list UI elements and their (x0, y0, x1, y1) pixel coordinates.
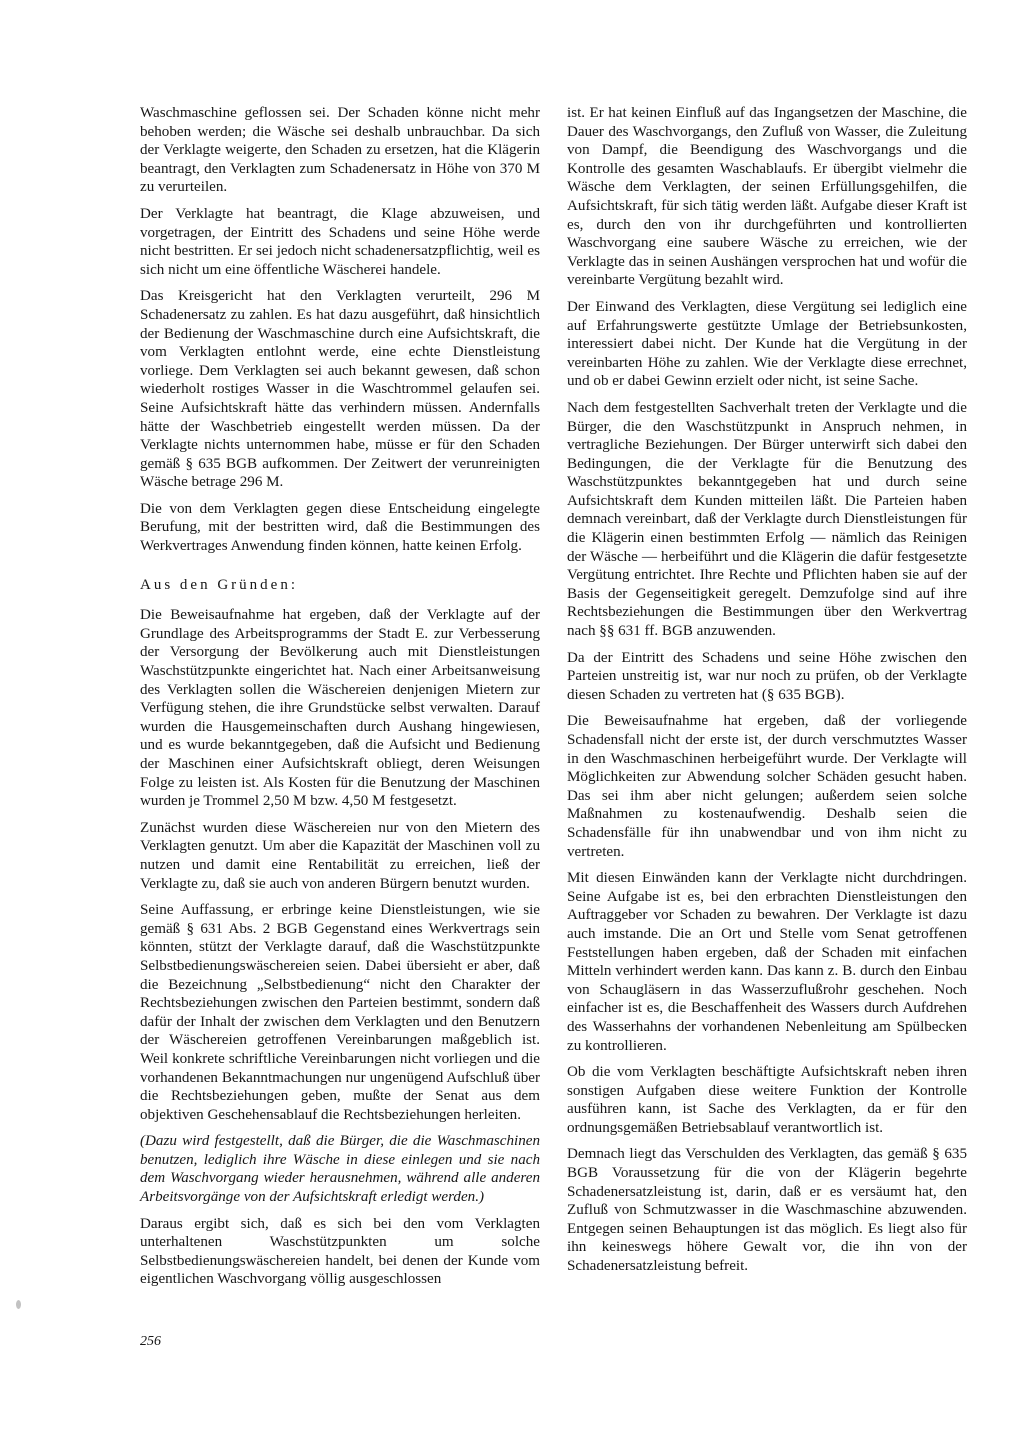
paragraph: Der Verklagte hat beantragt, die Klage abzuweisen, und vorgetragen, der Eintritt des Schadens und seine Höhe werde nicht bestritten. Er sei jedoch nicht schadenersatzpflichtig, weil es sich nicht um eine öffentliche Wäscherei handele. (140, 205, 540, 278)
paragraph: Ob die vom Verklagten beschäftigte Aufsichtskraft neben ihren sonstigen Aufgaben diese weitere Funktion der Kontrolle ausführen kann, ist Sache des Verklagten, da er für den ordnungsgemäßen Betriebsablauf verantwortlich ist. (567, 1064, 967, 1136)
paragraph: Der Einwand des Verklagten, diese Vergütung sei lediglich eine auf Erfahrungswerte gestützte Umlage der Betriebsunkosten, interessiert dabei nicht. Der Kunde hat die Vergütung in der vereinbarten Höhe zu zahlen. Wie der Verklagte diese errechnet, und ob er dabei Gewinn erzielt oder nicht, ist seine Sache. (567, 298, 967, 390)
scan-smudge (16, 1300, 21, 1309)
section-heading: Aus den Gründen: (140, 576, 298, 593)
paragraph: Die Beweisaufnahme hat ergeben, daß der Verklagte auf der Grundlage des Arbeitsprogramms der Stadt E. zur Verbesserung der Versorgung der Bevölkerung auch mit Dienstleistungen Waschstützpunkte eingerichtet hat. Nach einer Arbeitsanweisung des Verklagten sollen die Wäschereien denjenigen Mietern zur Verfügung stehen, die ihre Grundstücke selbst verwalten. Darauf wurden die Hausgemeinschaften durch Aushang hingewiesen, und es wurde bekanntgegeben, daß die Aufsicht und Bedienung der Maschinen einer Aufsichtskraft obliegt, deren Weisungen Folge zu leisten ist. Als Kosten für die Benutzung der Maschinen wurden je Trommel 2,50 M bzw. 4,50 M festgesetzt. (140, 607, 540, 810)
paragraph: Waschmaschine geflossen sei. Der Schaden könne nicht mehr behoben werden; die Wäsche sei deshalb unbrauchbar. Da sich der Verklagte weigerte, den Schaden zu ersetzen, hat die Klägerin beantragt, den Verklagten zum Schadenersatz in Höhe von 370 M zu verurteilen. (140, 105, 540, 196)
right-column (567, 104, 967, 1284)
page-number: 256 (140, 1334, 161, 1349)
paragraph: Demnach liegt das Verschulden des Verklagten, das gemäß § 635 BGB Voraussetzung für die von der Klägerin begehrte Schadenersatzleistung ist, darin, daß er es versäumt hat, den Zufluß von Schmutzwasser in die Waschmaschine abzuwenden. Entgegen seinen Behauptungen ist das möglich. Es liegt also für ihn keineswegs höhere Gewalt vor, die ihn von der Schadenersatzleistung befreit. (567, 1146, 967, 1275)
paragraph: Die Beweisaufnahme hat ergeben, daß der vorliegende Schadensfall nicht der erste ist, der durch verschmutztes Wasser in den Waschmaschinen herbeigeführt wurde. Der Verklagte will Möglichkeiten zur Abwendung solcher Schäden gesucht haben. Das sei ihm aber nicht gelungen; außerdem seien solche Maßnahmen zu kostenaufwendig. Deshalb seien die Schadensfälle für ihn unabwendbar und von ihm nicht zu vertreten. (567, 713, 967, 860)
italic-note: (Dazu wird festgestellt, daß die Bürger, die die Waschmaschinen benutzen, lediglich ihre Wäsche in diese einlegen und sie nach dem Waschvorgang wieder herausnehmen, während alle anderen Arbeitsvorgänge von der Aufsichtskraft erledigt werden.) (140, 1133, 540, 1206)
paragraph: Daraus ergibt sich, daß es sich bei den vom Verklagten unterhaltenen Waschstützpunkten um solche Selbstbedienungswäschereien handelt, bei denen der Kunde vom eigentlichen Waschvorgang völlig ausgeschlossen (140, 1215, 540, 1288)
paragraph: Das Kreisgericht hat den Verklagten verurteilt, 296 M Schadenersatz zu zahlen. Es hat dazu ausgeführt, daß hinsichtlich der Bedienung der Waschmaschine durch eine Aufsichtskraft, die vom Verklagten entlohnt werde, eine echte Dienstleistung vorliege. Dem Verklagten sei auch bekannt gewesen, daß schon wiederholt rostiges Wasser in die Waschtrommel gelaufen sei. Seine Aufsichtskraft hätte das verhindern müssen. Andernfalls hätte der Waschbetrieb eingestellt werden müssen. Da der Verklagte nichts unternommen habe, müsse er für den Schaden gemäß § 635 BGB aufkommen. Der Zeitwert der verunreinigten Wäsche betrage 296 M. (140, 288, 540, 491)
paragraph: ist. Er hat keinen Einfluß auf das Ingangsetzen der Maschine, die Dauer des Waschvorgangs, den Zufluß von Wasser, die Zuleitung von Dampf, die Beendigung des Waschvorgangs und die Kontrolle des gesamten Waschablaufs. Er übergibt vielmehr die Wäsche dem Verklagten, der seinen Erfüllungsgehilfen, die Aufsichtskraft, für sich tätig werden läßt. Aufgabe dieser Kraft ist es, durch den von ihr durchgeführten und kontrollierten Waschvorgang eine saubere Wäsche zu erreichen, wie der Verklagte das in seinen Aushängen versprochen hat und wofür die vereinbarte Vergütung bezahlt wird. (567, 105, 967, 289)
paragraph: Mit diesen Einwänden kann der Verklagte nicht durchdringen. Seine Aufgabe ist es, bei den erbrachten Dienstleistungen den Auftraggeber vor Schaden zu bewahren. Der Verklagte ist dazu auch imstande. Die an Ort und Stelle vom Senat getroffenen Feststellungen haben ergeben, daß der Schaden mit einfachen Mitteln verhindert werden kann. Das kann z. B. durch den Einbau von Schaugläsern in das Wasserzuflußrohr geschehen. Noch einfacher ist es, die Beschaffenheit des Wassers durch Aufdrehen des Wasserhahns der vorhandenen Nebenleitung am Spülbecken zu kontrollieren. (567, 870, 967, 1054)
paragraph: Nach dem festgestellten Sachverhalt treten der Verklagte und die Bürger, die den Waschstützpunkt in Anspruch nehmen, in vertragliche Beziehungen. Der Bürger unterwirft sich dabei den Bedingungen, die der Verklagte für die Benutzung des Waschstützpunktes bekanntgegeben hat und durch seine Aufsichtskraft dem Kunden mitteilen läßt. Die Parteien haben demnach vereinbart, daß der Verklagte durch Dienstleistungen für die Klägerin einen bestimmten Erfolg — nämlich das Reinigen der Wäsche — herbeiführt und die Klägerin die dafür festgesetzte Vergütung entrichtet. Ihre Rechte und Pflichten haben sie auf der Basis der Gegenseitigkeit geregelt. Demzufolge sind auf ihre Rechtsbeziehungen die Bestimmungen über den Werkvertrag nach §§ 631 ff. BGB anzuwenden. (567, 399, 967, 640)
left-column (140, 104, 540, 1297)
paragraph: Seine Auffassung, er erbringe keine Dienstleistungen, wie sie gemäß § 631 Abs. 2 BGB Gegenstand eines Werkvertrags sein könnten, stützt der Verklagte darauf, daß die Waschstützpunkte Selbstbedienungswäschereien seien. Dabei übersieht er aber, daß die Bezeichnung „Selbstbedienung“ nicht den Charakter der Rechtsbeziehungen zwischen den Parteien bestimmt, sondern daß dafür der Inhalt der zwischen dem Verklagten und den Benutzern der Wäschereien getroffenen Vereinbarungen maßgeblich ist. Weil konkrete schriftliche Vereinbarungen nicht vorliegen und die vorhandenen Bekanntmachungen nur ungenügend Aufschluß über die Rechtsbeziehungen geben, mußte der Senat aus dem objektiven Geschehensablauf die Rechtsbeziehungen herleiten. (140, 902, 540, 1123)
paragraph: Zunächst wurden diese Wäschereien nur von den Mietern des Verklagten genutzt. Um aber die Kapazität der Maschinen voll zu nutzen und damit eine Rentabilität zu erreichen, ließ der Verklagte zu, daß sie auch von anderen Bürgern benutzt wurden. (140, 819, 540, 892)
paragraph: Die von dem Verklagten gegen diese Entscheidung eingelegte Berufung, mit der bestritten wird, daß die Bestimmungen des Werkvertrages Anwendung finden können, hatte keinen Erfolg. (140, 500, 540, 555)
paragraph: Da der Eintritt des Schadens und seine Höhe zwischen den Parteien unstreitig ist, war nur noch zu prüfen, ob der Verklagte diesen Schaden zu vertreten hat (§ 635 BGB). (567, 649, 967, 703)
